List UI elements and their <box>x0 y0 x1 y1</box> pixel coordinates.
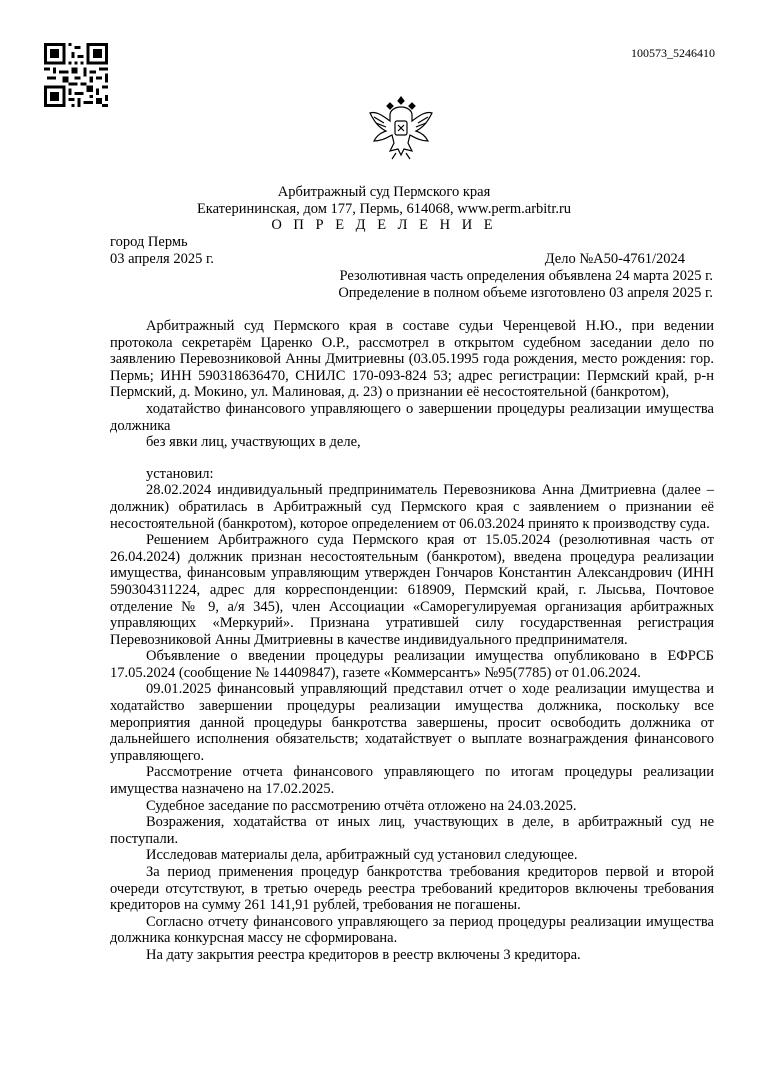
qr-code <box>44 43 108 107</box>
paragraph: установил: <box>146 465 214 482</box>
document-body <box>110 318 714 964</box>
paragraph: 28.02.2024 индивидуальный предприниматель Перевозникова Анна Дмитриевна (далее – должник) обратилась в Арбитражный суд Пермского края с заявлением о признании её несостоятельной (банкротом), которое определением от 06.03.2024 принято к производству суда. <box>110 482 714 532</box>
paragraph: Арбитражный суд Пермского края в составе судьи Черенцевой Н.Ю., при ведении протокола секретарём Царенко О.Р., рассмотрел в открытом судебном заседании дело по заявлению Перевозниковой Анны Дмитриевны (03.05.1995 года рождения, место рождения: гор. Пермь; ИНН 590318636470, СНИЛС 170-093-824 53; адрес регистрации: Пермский край, р-н Пермский, д. Мокино, ул. Малиновая, д. 23) о признании её несостоятельной (банкротом), <box>110 318 714 401</box>
paragraph: Объявление о введении процедуры реализации имущества опубликовано в ЕФРСБ 17.05.2024 (сообщение № 14409847), газете «Коммерсантъ» №95(7785) от 01.06.2024. <box>110 648 714 681</box>
paragraph: 09.01.2025 финансовый управляющий представил отчет о ходе реализации имущества и ходатайство завершении процедуры реализации имущества должника, поскольку все мероприятия данной процедуры банкротства завершены, просит освободить должника от дальнейшего исполнения обязательств; ходатайствует о выплате вознаграждения финансового управляющего. <box>110 681 714 764</box>
paragraph: Рассмотрение отчета финансового управляющего по итогам процедуры реализации имущества назначено на 17.02.2025. <box>110 764 714 798</box>
paragraph: Решением Арбитражного суда Пермского края от 15.05.2024 (резолютивная часть от 26.04.2024) должник признан несостоятельным (банкротом), введена процедура реализации имущества, финансовым управляющим утвержден Гончаров Константин Александрович (ИНН 590304311224, адрес для корреспонденции: 618909, Пермский край, г. Лысьва, Почтовое отделение № 9, а/я 345), член Ассоциации «Саморегулируемая организация арбитражных управляющих «Меркурий». Признана утратившей силу государственная регистрация Перевозниковой Анны Дмитриевны в качестве индивидуального предпринимателя. <box>110 532 714 648</box>
paragraph: ходатайство финансового управляющего о завершении процедуры реализации имущества должника <box>110 400 714 434</box>
document-title: О П Р Е Д Е Л Е Н И Е <box>271 217 497 233</box>
paragraph: За период применения процедур банкротства требования кредиторов первой и второй очереди отсутствуют, в третью очередь реестра требований кредиторов включены требования кредиторов на сумму 261 141,91 рублей, требования не погашены. <box>110 864 714 914</box>
court-name: Арбитражный суд Пермского края <box>277 184 491 200</box>
paragraph: Судебное заседание по рассмотрению отчёта отложено на 24.03.2025. <box>146 797 577 814</box>
resolution-announced-line: Резолютивная часть определения объявлена 24 марта 2025 г. <box>339 268 713 284</box>
document-date: 03 апреля 2025 г. <box>110 251 214 267</box>
document-id: 100573_5246410 <box>631 46 715 60</box>
paragraph: Согласно отчету финансового управляющего за период процедуры реализации имущества должника конкурсная массу не сформирована. <box>110 913 714 947</box>
court-address: Екатерининская, дом 177, Пермь, 614068, www.perm.arbitr.ru <box>196 201 572 217</box>
paragraph: На дату закрытия реестра кредиторов в реестр включены 3 кредитора. <box>146 946 581 963</box>
paragraph: без явки лиц, участвующих в деле, <box>146 434 361 451</box>
full-text-made-line: Определение в полном объеме изготовлено 03 апреля 2025 г. <box>338 285 713 301</box>
paragraph: Возражения, ходатайства от иных лиц, участвующих в деле, в арбитражный суд не поступали. <box>110 814 714 847</box>
case-number: Дело №А50-4761/2024 <box>544 251 685 267</box>
paragraph: Исследовав материалы дела, арбитражный суд установил следующее. <box>146 847 578 864</box>
coat-of-arms-emblem <box>368 93 434 163</box>
city: город Пермь <box>110 234 188 250</box>
